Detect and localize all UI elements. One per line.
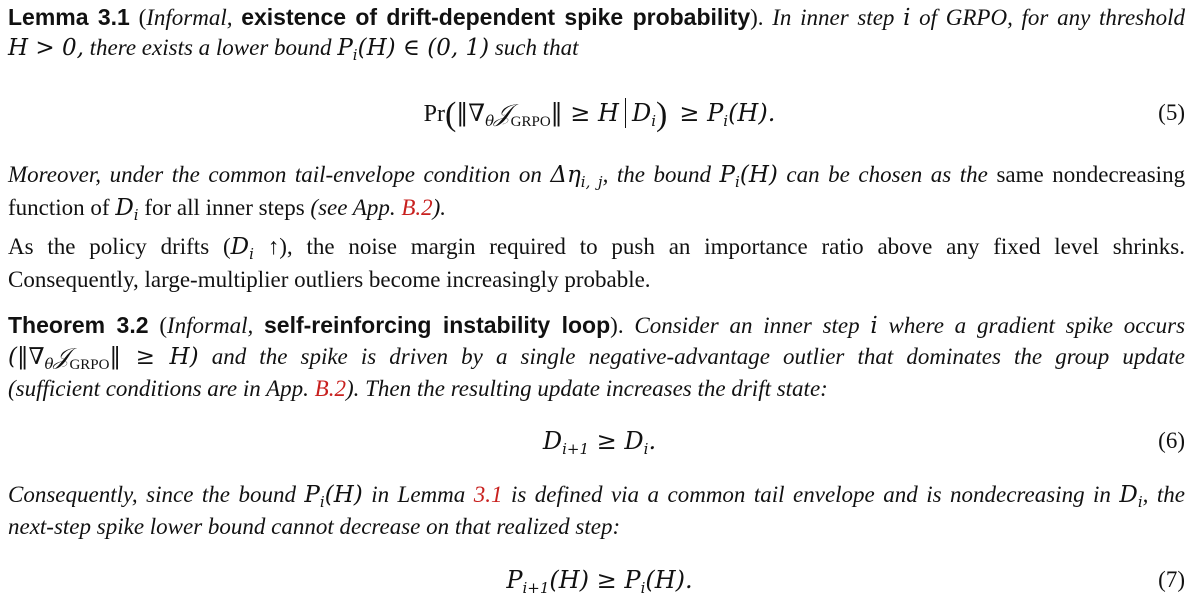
theorem-heading: Theorem 3.2 — [8, 312, 149, 338]
equation-5: $Pr(‖\nabla_\theta 𝒥_{GRPO}‖ \ge H$ $D_i) \ge P_i(H)$. — [423, 96, 776, 133]
theorem-informal: Informal, — [166, 313, 254, 338]
theorem-line-2: $(‖\nabla_\theta 𝒥_{GRPO}‖ \ge H)$ and the spike is driven by a single negative-advantage outlier that dominates the group update — [8, 344, 1185, 373]
equation-6: $D_{i+1} \ge D_i$. — [542, 427, 657, 458]
ref-link-lemma[interactable]: 3.1 — [473, 482, 503, 507]
equation-7-number: (7) — [1158, 567, 1185, 592]
equation-6-number: (6) — [1158, 428, 1185, 453]
lemma-line-1: Lemma 3.1 (Informal, existence of drift-dependent spike probability). In inner step i of GRPO, for any threshold — [8, 4, 1186, 31]
drift-line-2: Consequently, large-multiplier outliers become increasingly probable. — [8, 267, 651, 292]
equation-7: $P_{i+1}(H) \ge P_i(H)$. — [506, 566, 693, 597]
theorem-line-3: (sufficient conditions are in App. B.2). Then the resulting update increases the drift state: — [8, 376, 828, 401]
lemma-informal: Informal, — [146, 5, 233, 30]
theorem-title: self-reinforcing instability loop — [264, 312, 611, 338]
equation-5-number: (5) — [1158, 100, 1185, 125]
ref-link-b2[interactable]: B.2 — [314, 376, 346, 401]
conseq-line-2: next-step spike lower bound cannot decrease on that realized step: — [8, 514, 621, 539]
drift-line-1: As the policy drifts ($D_i$ ↑), the noise margin required to push an importance ratio above any fixed level shrinks. — [8, 234, 1185, 263]
conseq-line-1: Consequently, since the bound $P_i(H)$ in Lemma 3.1 is defined via a common tail envelope and is nondecreasing in $D_i$, the — [8, 482, 1185, 511]
lemma-title: existence of drift-dependent spike probability — [241, 4, 751, 30]
moreover-line-2: function of $D_i$ for all inner steps (see App. B.2). — [8, 195, 447, 224]
moreover-line-1: Moreover, under the common tail-envelope condition on $\Delta\eta_{i, j}$, the bound $P_i(H)$ can be chosen as the same nondecreasing — [8, 162, 1186, 191]
theorem-line-1: Theorem 3.2 (Informal, self-reinforcing instability loop). Consider an inner step i where a gradient spike occurs — [8, 312, 1186, 339]
ref-link-b2[interactable]: B.2 — [401, 195, 433, 220]
lemma-line-2: H > 0, there exists a lower bound $P_i(H)$ ∈ (0, 1) such that — [8, 35, 579, 64]
lemma-heading: Lemma 3.1 — [8, 4, 130, 30]
